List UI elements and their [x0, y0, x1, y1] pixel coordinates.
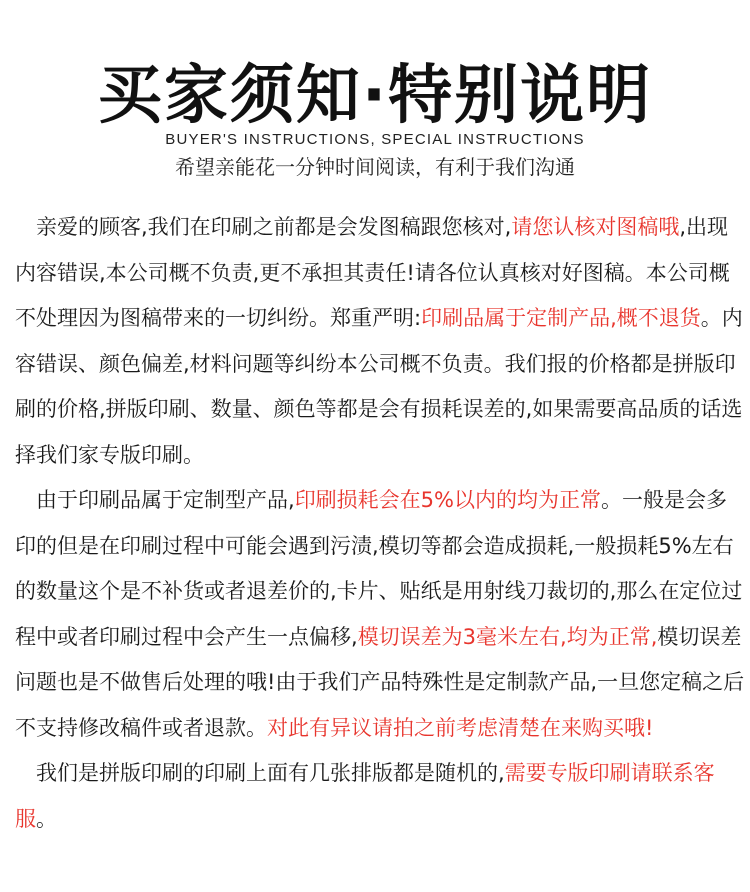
text-segment: 亲爱的顾客,我们在印刷之前都是会发图稿跟您核对,	[15, 215, 512, 239]
highlight-segment: 对此有异议请拍之前考虑清楚在来购买哦!	[267, 715, 654, 740]
paragraph-proof-confirmation	[15, 205, 745, 478]
chinese-subtitle: 希望亲能花一分钟时间阅读，有利于我们沟通	[175, 155, 575, 179]
highlight-segment: 印刷品属于定制产品,概不退货	[421, 306, 701, 330]
paragraph-print-loss	[15, 478, 745, 751]
text-segment: 我们是拼版印刷的印刷上面有几张排版都是随机的,	[15, 761, 505, 785]
highlight-segment: 印刷损耗会在5%以内的均为正常	[294, 488, 602, 512]
text-segment: 。	[36, 806, 57, 831]
text-segment: 模切误差问题也是不做售后处理的哦!由于我们产品特殊性是定制款产品,一旦您定稿之后不支持修改稿件或者退款。	[15, 624, 745, 740]
text-segment: 由于印刷品属于定制型产品,	[15, 488, 295, 512]
text-segment: ,出现内容错误,本公司概不负责,更不承担其责任!请各位认真核对好图稿。本公司概不处理因为图稿带来的一切纠纷。郑重严明:	[15, 215, 730, 330]
highlight-segment: 模切误差为3毫米左右,均为正常,	[357, 624, 658, 649]
english-subtitle: BUYER'S INSTRUCTIONS, SPECIAL INSTRUCTIONS	[165, 131, 585, 148]
paragraph-layout-random	[15, 751, 745, 842]
highlight-segment: 需要专版印刷请联系客服	[15, 761, 715, 831]
page-title: 买家须知·特别说明	[97, 59, 653, 133]
highlight-segment: 请您认核对图稿哦	[511, 215, 680, 239]
notice-body	[15, 205, 745, 842]
text-segment: 。一般是会多印的但是在印刷过程中可能会遇到污渍,模切等都会造成损耗,一般损耗5%左右的数量这个是不补货或者退差价的,卡片、贴纸是用射线刀裁切的,那么在定位过程中或者印刷过程中会产生一点偏移,	[15, 488, 743, 649]
text-segment: 。内容错误、颜色偏差,材料问题等纠纷本公司概不负责。我们报的价格都是拼版印刷的价格,拼版印刷、数量、颜色等都是会有损耗误差的,如果需要高品质的话选择我们家专版印刷。	[15, 306, 743, 467]
